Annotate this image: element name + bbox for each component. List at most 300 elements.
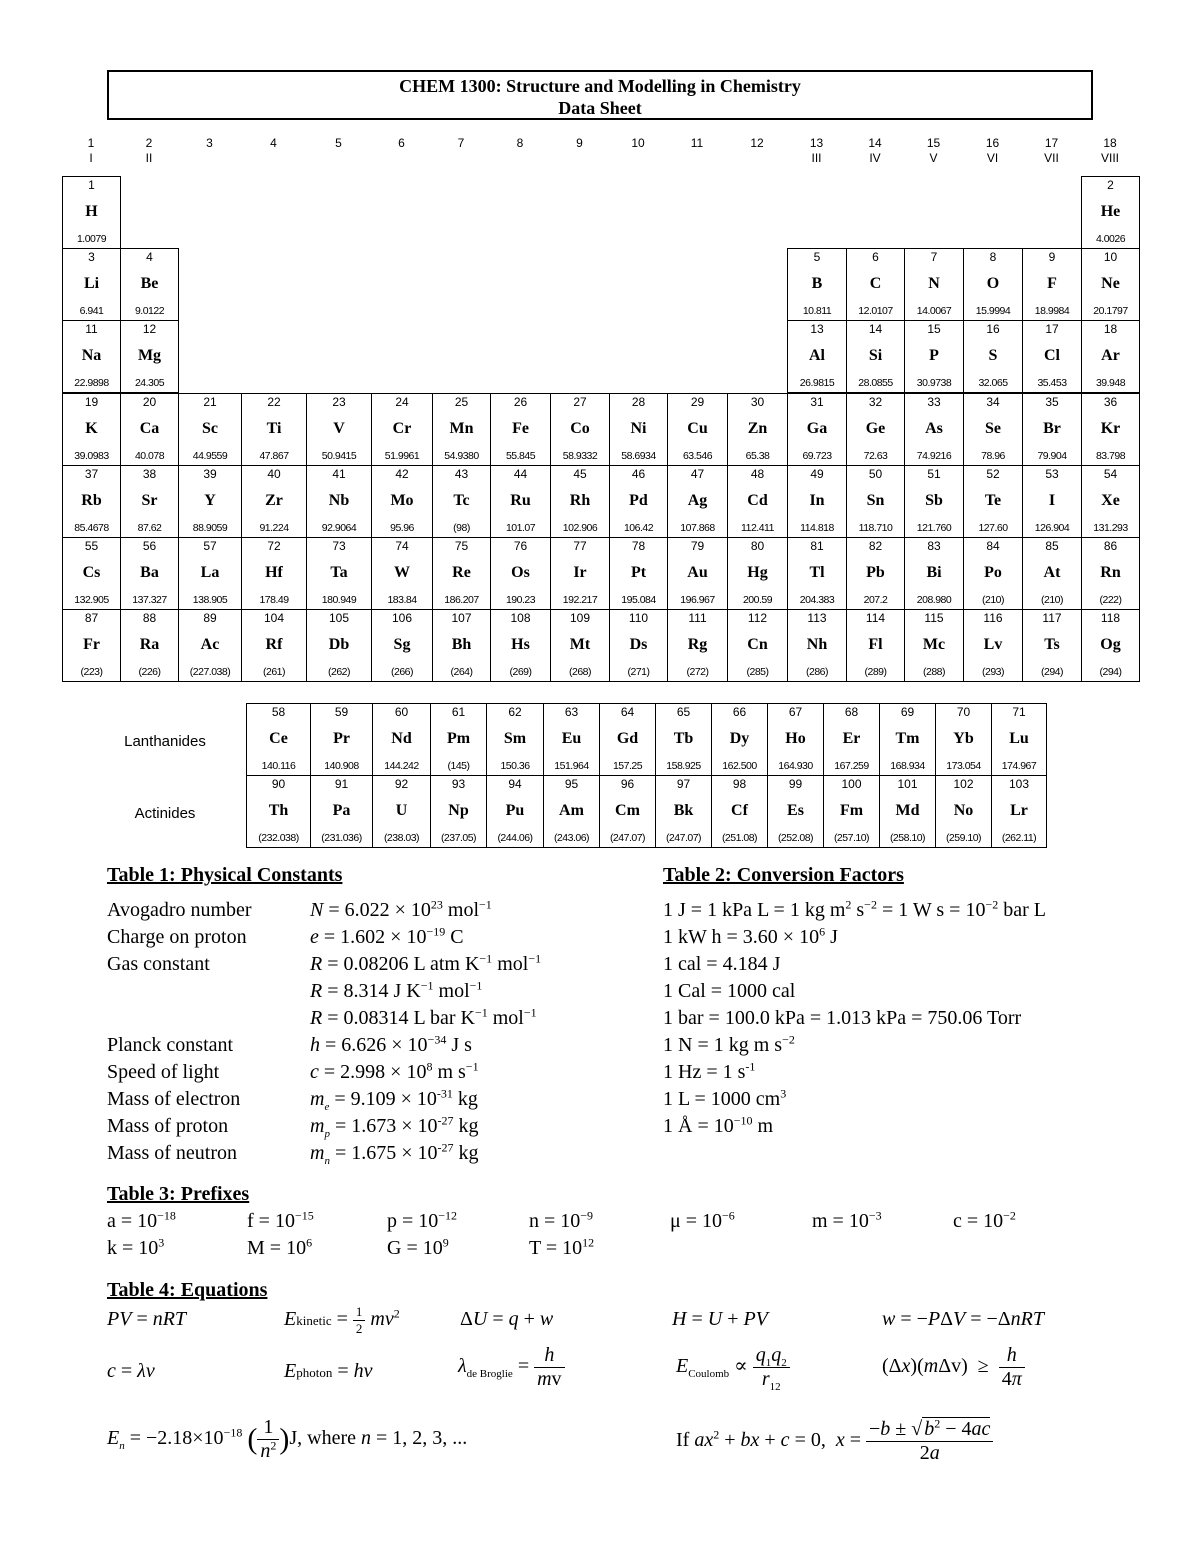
atomic-mass: (222)	[1099, 594, 1122, 606]
element-symbol: Cf	[731, 802, 748, 819]
atomic-number: 106	[391, 611, 413, 625]
element-symbol: Sm	[503, 730, 527, 747]
atomic-number: 69	[900, 705, 915, 719]
group-number: 15	[926, 136, 941, 150]
atomic-number: 40	[267, 467, 281, 481]
atomic-mass: 63.546	[682, 450, 713, 462]
element-symbol: Lr	[1010, 802, 1028, 819]
group-label-5	[306, 136, 371, 166]
atomic-mass: 150.36	[500, 760, 530, 772]
atomic-mass: (261)	[262, 666, 285, 678]
element-symbol: Cr	[392, 420, 412, 437]
element-symbol: Br	[1043, 420, 1061, 437]
atomic-number: 14	[868, 322, 883, 336]
element-symbol: Se	[985, 420, 1001, 437]
atomic-mass: 35.453	[1037, 377, 1067, 389]
element-cell-he	[1081, 176, 1140, 249]
element-cell-eu	[543, 703, 600, 776]
atomic-number: 59	[334, 705, 349, 719]
atomic-mass: (252.08)	[777, 832, 814, 844]
element-symbol: U	[395, 802, 408, 819]
constant-row-electron	[0, 1086, 640, 1113]
equation-hydrogen-levels: $E_n = -2.18\times 10^{-18}$ ( $\frac{1}{n^2}$ )J, where n = 1, 2, 3, ...	[107, 1416, 468, 1462]
element-cell-v	[306, 393, 372, 466]
element-symbol: Ac	[200, 636, 220, 653]
element-cell-s	[963, 320, 1023, 393]
element-cell-li	[62, 248, 121, 321]
element-symbol: Mc	[922, 636, 946, 653]
actinides-label: Actinides	[134, 805, 196, 822]
atomic-mass: (247.07)	[665, 832, 702, 844]
element-symbol: Po	[984, 564, 1002, 581]
atomic-mass: (258.10)	[889, 832, 926, 844]
group-label-8	[490, 136, 550, 166]
element-symbol: Si	[868, 347, 883, 364]
atomic-number: 16	[986, 322, 1000, 336]
atomic-mass: 180.949	[321, 594, 357, 606]
atomic-mass: 178.49	[259, 594, 289, 606]
atomic-number: 83	[927, 539, 941, 553]
element-symbol: W	[394, 564, 410, 581]
atomic-mass: 192.217	[562, 594, 598, 606]
element-cell-pa	[310, 775, 373, 848]
atomic-number: 49	[810, 467, 824, 481]
atomic-mass: 207.2	[863, 594, 888, 606]
group-roman: III	[811, 151, 822, 165]
atomic-mass: 28.0855	[858, 377, 893, 389]
atomic-number: 43	[454, 467, 469, 481]
element-symbol: Pu	[505, 802, 525, 819]
element-symbol: Ir	[573, 564, 587, 581]
atomic-number: 12	[142, 322, 157, 336]
element-symbol: F	[1047, 275, 1057, 292]
atomic-number: 52	[986, 467, 1000, 481]
group-roman: II	[145, 151, 153, 165]
element-cell-ho	[767, 703, 824, 776]
atomic-mass: 72.63	[863, 450, 888, 462]
element-cell-ds	[609, 609, 668, 682]
group-number: 16	[985, 136, 1000, 150]
atomic-number: 94	[508, 777, 522, 791]
atomic-number: 37	[84, 467, 99, 481]
atomic-number: 4	[146, 250, 153, 264]
element-cell-i	[1022, 465, 1082, 538]
element-symbol: Pa	[332, 802, 351, 819]
element-cell-co	[550, 393, 610, 466]
constant-row-charge	[0, 924, 640, 951]
atomic-mass: 79.904	[1037, 450, 1067, 462]
atomic-mass: 54.9380	[444, 450, 479, 462]
atomic-mass: (294)	[1040, 666, 1063, 678]
element-symbol: Bi	[926, 564, 942, 581]
element-symbol: Rh	[569, 492, 591, 509]
atomic-mass: 114.818	[800, 522, 834, 534]
element-cell-ra	[120, 609, 179, 682]
group-roman	[178, 151, 241, 166]
element-cell-se	[963, 393, 1023, 466]
element-symbol: Ca	[139, 420, 160, 437]
atomic-mass: (232.038)	[258, 832, 299, 844]
atomic-number: 72	[267, 539, 281, 553]
element-cell-mt	[550, 609, 610, 682]
atomic-mass: 91.224	[259, 522, 289, 534]
atomic-number: 111	[688, 611, 707, 625]
atomic-number: 113	[807, 611, 827, 625]
atomic-mass: 102.906	[562, 522, 598, 534]
element-symbol: Hg	[747, 564, 768, 581]
atomic-number: 103	[1008, 777, 1030, 791]
element-cell-es	[767, 775, 824, 848]
element-cell-k	[62, 393, 121, 466]
atomic-mass: (293)	[981, 666, 1004, 678]
element-symbol: In	[809, 492, 825, 509]
conversion-angstrom: 1 Å = $10^{-10}$ m	[663, 1113, 774, 1137]
conversion-joule: 1 J = 1 kPa L = 1 kg $m^2$ $s^{-2} = 1$ W $s = 10^{-2}$ bar L	[663, 897, 1046, 921]
atomic-mass: 204.383	[799, 594, 835, 606]
element-symbol: Y	[204, 492, 216, 509]
group-roman	[609, 151, 667, 166]
group-label-6	[371, 136, 432, 166]
element-symbol: Nd	[391, 730, 412, 747]
element-cell-am	[543, 775, 600, 848]
table1-heading: Table 1: Physical Constants	[107, 864, 343, 886]
atomic-mass: 95.96	[390, 522, 414, 534]
equation-kinetic-energy: Ekinetic = $\frac{1}{2}$ $mv^2$	[284, 1304, 400, 1336]
atomic-number: 66	[732, 705, 747, 719]
element-symbol: Rg	[687, 636, 708, 653]
group-number: 9	[576, 136, 583, 150]
constant-row-gas	[0, 951, 640, 978]
equation-internal-energy: ΔU = q + w	[460, 1308, 554, 1330]
element-cell-og	[1081, 609, 1140, 682]
lanthanides-label: Lanthanides	[124, 733, 206, 750]
element-cell-sc	[178, 393, 242, 466]
atomic-number: 89	[203, 611, 217, 625]
element-symbol: Pm	[446, 730, 471, 747]
group-number: 6	[398, 136, 405, 150]
atomic-mass: 164.930	[778, 760, 813, 772]
atomic-number: 112	[747, 611, 768, 625]
constant-value: R = 8.314 J $K^{-1}$ mol$^{-1}$	[310, 978, 483, 1002]
group-label-13	[787, 136, 846, 166]
element-cell-mo	[371, 465, 433, 538]
atomic-number: 67	[788, 705, 803, 719]
element-symbol: Tb	[673, 730, 694, 747]
atomic-mass: 121.760	[916, 522, 952, 534]
atomic-number: 45	[573, 467, 587, 481]
equation-where-text: J, where	[289, 1427, 356, 1450]
atomic-mass: 195.084	[621, 594, 656, 606]
constant-row-proton	[0, 1113, 640, 1140]
group-roman	[432, 151, 490, 166]
atomic-number: 90	[271, 777, 286, 791]
prefix-pico: $p = 10^{-12}$	[387, 1208, 458, 1232]
element-symbol: Es	[787, 802, 804, 819]
element-symbol: La	[200, 564, 220, 581]
element-symbol: Ts	[1044, 636, 1060, 653]
element-symbol: Zr	[265, 492, 283, 509]
atomic-number: 9	[1048, 250, 1056, 264]
atomic-number: 30	[750, 395, 765, 409]
atomic-mass: (271)	[627, 666, 650, 678]
group-label-12	[727, 136, 787, 166]
atomic-mass: (286)	[805, 666, 828, 678]
atomic-number: 75	[454, 539, 469, 553]
atomic-mass: (210)	[1040, 594, 1063, 606]
group-number: 3	[206, 136, 213, 150]
group-roman: VIII	[1100, 151, 1119, 165]
element-symbol: Np	[448, 802, 469, 819]
atomic-number: 34	[986, 395, 1000, 409]
atomic-mass: (231.036)	[321, 832, 362, 844]
element-cell-si	[846, 320, 905, 393]
element-cell-md	[879, 775, 936, 848]
atomic-number: 102	[953, 777, 974, 791]
group-label-17	[1022, 136, 1081, 166]
element-cell-tb	[655, 703, 712, 776]
group-number: 12	[750, 136, 764, 150]
atomic-mass: 4.0026	[1095, 233, 1126, 245]
atomic-mass: (226)	[138, 666, 161, 678]
element-cell-al	[787, 320, 847, 393]
atomic-mass: 200.59	[742, 594, 773, 606]
atomic-number: 23	[332, 395, 346, 409]
atomic-number: 42	[395, 467, 409, 481]
constant-name: Avogadro number	[107, 899, 252, 921]
atomic-mass: 112.411	[741, 522, 774, 534]
atomic-number: 86	[1103, 539, 1118, 553]
atomic-mass: (259.10)	[945, 832, 982, 844]
element-symbol: Ag	[687, 492, 708, 509]
element-cell-cn	[727, 609, 788, 682]
atomic-number: 87	[84, 611, 99, 625]
element-symbol: He	[1100, 203, 1121, 220]
atomic-mass: (145)	[447, 760, 470, 772]
element-symbol: Sc	[202, 420, 218, 437]
constant-value: R = 0.08206 L atm $K^{-1}$ mol$^{-1}$	[310, 951, 542, 975]
constant-value: $c = 2.998 \times 10^8$ m $s^{-1}$	[310, 1059, 479, 1083]
group-roman	[550, 151, 609, 166]
atomic-mass: (210)	[981, 594, 1004, 606]
element-cell-sg	[371, 609, 433, 682]
equation-n-values: = 1, 2, 3, ...	[375, 1427, 468, 1450]
equation-coulomb: $E_{Coulomb}$ ∝ $\frac{q_1q_2}{r_{12}}$	[676, 1344, 790, 1391]
atomic-mass: 88.9059	[192, 522, 228, 534]
atomic-mass: 87.62	[137, 522, 162, 534]
atomic-mass: 140.908	[324, 760, 359, 772]
element-cell-h	[62, 176, 121, 249]
element-symbol: Bk	[673, 802, 694, 819]
atomic-number: 107	[451, 611, 472, 625]
element-cell-ti	[241, 393, 307, 466]
element-cell-rf	[241, 609, 307, 682]
group-number: 4	[270, 136, 277, 150]
element-cell-sn	[846, 465, 905, 538]
element-symbol: Rb	[81, 492, 102, 509]
atomic-number: 2	[1107, 178, 1114, 192]
atomic-mass: 40.078	[134, 450, 165, 462]
equation-ideal-gas: PV = nRT	[107, 1308, 187, 1330]
element-cell-pm	[430, 703, 487, 776]
atomic-number: 65	[676, 705, 691, 719]
atomic-number: 73	[332, 539, 346, 553]
atomic-number: 25	[454, 395, 469, 409]
atomic-number: 109	[569, 611, 591, 625]
atomic-number: 62	[508, 705, 522, 719]
element-symbol: Sn	[866, 492, 885, 509]
element-symbol: Pb	[866, 564, 885, 581]
element-cell-nb	[306, 465, 372, 538]
group-roman	[727, 151, 787, 166]
group-roman: IV	[869, 151, 881, 165]
group-label-11	[667, 136, 727, 166]
group-label-1	[62, 136, 120, 166]
element-symbol: Ne	[1101, 275, 1120, 292]
atomic-number: 84	[986, 539, 1000, 553]
element-symbol: Ar	[1101, 347, 1120, 364]
element-symbol: Mt	[569, 636, 591, 653]
element-symbol: K	[85, 420, 98, 437]
element-symbol: Cs	[82, 564, 101, 581]
element-symbol: Cd	[747, 492, 768, 509]
group-number: 18	[1103, 136, 1117, 150]
element-symbol: O	[986, 275, 1000, 292]
element-symbol: Re	[452, 564, 471, 581]
atomic-mass: 101.07	[505, 522, 536, 534]
atomic-number: 10	[1103, 250, 1118, 264]
atomic-mass: 92.9064	[321, 522, 357, 534]
element-symbol: Co	[570, 420, 590, 437]
atomic-number: 27	[573, 395, 587, 409]
element-cell-ni	[609, 393, 668, 466]
atomic-mass: 12.0107	[858, 305, 893, 317]
atomic-number: 117	[1042, 611, 1062, 625]
prefix-femto: $f = 10^{-15}$	[247, 1208, 314, 1232]
element-symbol: Lv	[983, 636, 1003, 653]
atomic-mass: 157.25	[612, 760, 643, 772]
element-symbol: Ru	[510, 492, 531, 509]
element-symbol: Cu	[687, 420, 708, 437]
element-cell-po	[963, 537, 1023, 610]
equation-de-broglie: $\lambda_{de Broglie}$ = $\frac{h}{mv}$	[458, 1344, 565, 1391]
atomic-mass: 126.904	[1034, 522, 1070, 534]
atomic-number: 74	[395, 539, 409, 553]
atomic-number: 115	[924, 611, 944, 625]
atomic-number: 78	[631, 539, 646, 553]
element-cell-sb	[904, 465, 964, 538]
element-cell-be	[120, 248, 179, 321]
element-cell-fr	[62, 609, 121, 682]
equation-enthalpy: H = U + PV	[672, 1308, 768, 1330]
constant-row-planck	[0, 1032, 640, 1059]
atomic-number: 26	[513, 395, 528, 409]
element-cell-tl	[787, 537, 847, 610]
element-symbol: Fl	[868, 636, 883, 653]
group-label-2	[120, 136, 178, 166]
element-symbol: Fm	[839, 802, 864, 819]
atomic-number: 38	[142, 467, 157, 481]
constant-name: Speed of light	[107, 1061, 220, 1083]
constant-name: Mass of proton	[107, 1115, 229, 1137]
element-cell-mg	[120, 320, 179, 393]
element-symbol: Gd	[616, 730, 639, 747]
element-symbol: Pt	[630, 564, 647, 581]
atomic-mass: 24.305	[134, 377, 165, 389]
atomic-mass: (272)	[686, 666, 709, 678]
element-cell-np	[430, 775, 487, 848]
element-cell-in	[787, 465, 847, 538]
atomic-number: 20	[142, 395, 157, 409]
element-symbol: Ce	[269, 730, 288, 747]
constant-row-light	[0, 1059, 640, 1086]
element-cell-na	[62, 320, 121, 393]
element-symbol: Lu	[1009, 730, 1029, 747]
element-cell-ge	[846, 393, 905, 466]
element-cell-zn	[727, 393, 788, 466]
atomic-number: 97	[676, 777, 691, 791]
equation-quadratic: If $ax^2$ + bx + c = 0, x = $\frac{-b \pm √ b^2 - 4ac}{2a}$	[676, 1418, 993, 1465]
atomic-mass: 140.116	[261, 760, 296, 772]
group-label-18	[1081, 136, 1139, 166]
element-cell-os	[490, 537, 551, 610]
element-cell-ta	[306, 537, 372, 610]
atomic-mass: (98)	[453, 522, 470, 534]
element-cell-cu	[667, 393, 728, 466]
atomic-mass: 14.0067	[916, 305, 952, 317]
atomic-mass: (269)	[509, 666, 532, 678]
element-symbol: Pd	[629, 492, 648, 509]
element-symbol: Te	[984, 492, 1002, 509]
element-symbol: Cn	[747, 636, 768, 653]
atomic-number: 13	[810, 322, 824, 336]
atomic-number: 98	[732, 777, 747, 791]
atomic-number: 88	[142, 611, 157, 625]
conversion-hertz: 1 Hz = 1 $s^{-1}$	[663, 1059, 756, 1083]
element-symbol: Ho	[785, 730, 806, 747]
element-cell-w	[371, 537, 433, 610]
prefix-kilo: $k = 10^3$	[107, 1235, 165, 1259]
atomic-number: 58	[271, 705, 286, 719]
group-number: 5	[335, 136, 342, 150]
element-cell-lr	[991, 775, 1047, 848]
constant-value: $m_n = 1.675 \times 10^{-27}$ kg	[310, 1140, 479, 1167]
element-symbol: Xe	[1101, 492, 1120, 509]
atomic-mass: 127.60	[978, 522, 1008, 534]
atomic-number: 85	[1045, 539, 1059, 553]
atomic-mass: 30.9738	[916, 377, 952, 389]
element-cell-ne	[1081, 248, 1140, 321]
atomic-mass: 83.798	[1095, 450, 1126, 462]
element-cell-lu	[991, 703, 1047, 776]
atomic-number: 44	[513, 467, 528, 481]
atomic-number: 95	[564, 777, 579, 791]
atomic-mass: 208.980	[916, 594, 952, 606]
element-cell-rn	[1081, 537, 1140, 610]
element-cell-ga	[787, 393, 847, 466]
element-cell-rg	[667, 609, 728, 682]
conversion-big-cal: 1 Cal = 1000 cal	[663, 980, 796, 1002]
prefix-atto: $a = 10^{-18}$	[107, 1208, 176, 1232]
element-symbol: Er	[842, 730, 861, 747]
atomic-number: 114	[865, 611, 886, 625]
element-cell-n	[904, 248, 964, 321]
element-symbol: At	[1043, 564, 1061, 581]
atomic-number: 11	[85, 322, 98, 336]
element-cell-lv	[963, 609, 1023, 682]
constant-value: $h = 6.626 \times 10^{-34}$ J s	[310, 1032, 472, 1056]
element-cell-tm	[879, 703, 936, 776]
element-cell-f	[1022, 248, 1082, 321]
